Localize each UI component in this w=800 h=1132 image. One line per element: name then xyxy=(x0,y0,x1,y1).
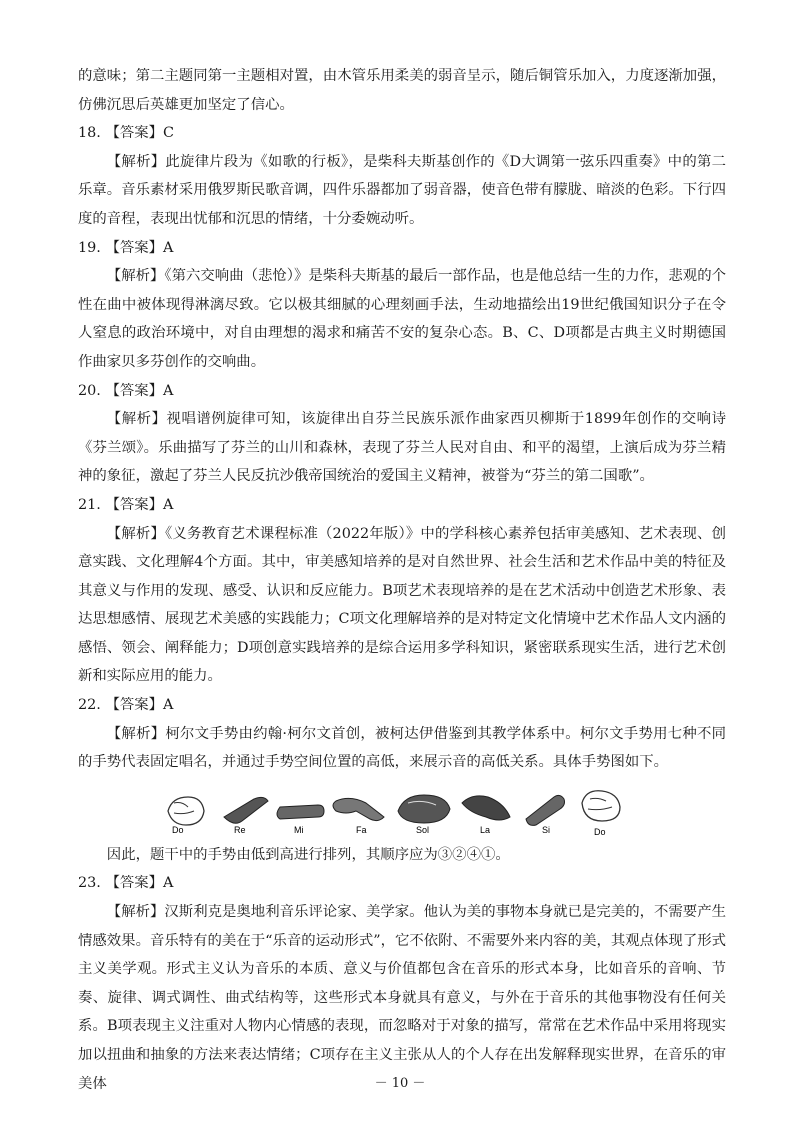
answer-22: 22. 【答案】A xyxy=(78,697,174,714)
answer-21: 21. 【答案】A xyxy=(78,496,174,513)
hand-sign-do-high xyxy=(582,791,620,837)
paragraph-continuation: 的意味；第二主题同第一主题相对置，由木管乐用柔美的弱音呈示，随后铜管乐加入，力度逐渐加强，仿佛沉思后英雄更加坚定了信心。 xyxy=(78,68,726,113)
hand-sign-si xyxy=(526,795,565,835)
hand-sign-label: La xyxy=(480,824,491,835)
answer-23: 23. 【答案】A xyxy=(78,875,174,892)
hand-sign-label: Fa xyxy=(356,824,367,835)
curwen-hand-signs-figure xyxy=(78,781,726,839)
answer-18: 18. 【答案】C xyxy=(78,125,175,142)
page-number: － 10 － xyxy=(374,1076,426,1091)
hand-sign-label: Do xyxy=(594,826,606,837)
hand-sign-label: Si xyxy=(542,824,551,835)
explanation-23: 【解析】汉斯利克是奥地利音乐评论家、美学家。他认为美的事物本身就已是完美的，不需要产生情感效果。音乐特有的美在于“乐音的运动形式”，它不依附、不需要外来内容的美，其观点体现了形式主义美学观。形式主义认为音乐的本质、意义与价值都包含在音乐的形式本身，比如音乐的音响、节奏、旋律、调式调性、曲式结构等，这些形式本身就具有意义，与外在于音乐的其他事物没有任何关系。B项表现主义注重对人物内心情感的表现，而忽略对于对象的描写，常常在艺术作品中采用将现实加以扭曲和抽象的方法来表达情绪；C项存在主义主张从人的个人存在出发解释现实世界，在音乐的审美体 xyxy=(78,904,726,1092)
hand-sign-label: Mi xyxy=(294,824,304,835)
hand-sign-la xyxy=(462,796,510,835)
hand-sign-mi xyxy=(277,805,324,835)
explanation-19: 【解析】《第六交响曲（悲怆）》是柴科夫斯基的最后一部作品，也是他总结一生的力作，悲观的个性在曲中被体现得淋漓尽致。它以极其细腻的心理刻画手法，生动地描绘出19世纪俄国知识分子在令人窒息的政治环境中，对自由理想的渴求和痛苦不安的复杂心态。B、C、D项都是古典主义时期德国作曲家贝多芬创作的交响曲。 xyxy=(78,268,726,370)
explanation-22: 【解析】柯尔文手势由约翰·柯尔文首创，被柯达伊借鉴到其教学体系中。柯尔文手势用七种不同的手势代表固定唱名，并通过手势空间位置的高低，来展示音的高低关系。具体手势图如下。 xyxy=(78,725,726,771)
hand-sign-do-low xyxy=(168,797,204,835)
hand-sign-label: Sol xyxy=(416,824,430,835)
hand-sign-label: Do xyxy=(172,824,184,835)
hand-sign-fa xyxy=(333,798,384,835)
hand-sign-label: Re xyxy=(234,824,246,835)
explanation-20: 【解析】视唱谱例旋律可知，该旋律出自芬兰民族乐派作曲家西贝柳斯于1899年创作的交响诗《芬兰颂》。乐曲描写了芬兰的山川和森林，表现了芬兰人民对自由、和平的渴望，上演后成为芬兰精神的象征，激起了芬兰人民反抗沙俄帝国统治的爱国主义精神，被誉为“芬兰的第二国歌”。 xyxy=(78,411,726,485)
page-content xyxy=(78,62,726,1098)
conclusion-22: 因此，题干中的手势由低到高进行排列，其顺序应为③②④①。 xyxy=(106,846,510,863)
hand-sign-re xyxy=(224,797,268,835)
explanation-18: 【解析】此旋律片段为《如歌的行板》，是柴科夫斯基创作的《D大调第一弦乐四重奏》中的第二乐章。音乐素材采用俄罗斯民歌音调，四件乐器都加了弱音器，使音色带有朦胧、暗淡的色彩。下行四度的音程，表现出忧郁和沉思的情绪，十分委婉动听。 xyxy=(78,153,726,227)
explanation-21: 【解析】《义务教育艺术课程标准（2022年版）》中的学科核心素养包括审美感知、艺术表现、创意实践、文化理解4个方面。其中，审美感知培养的是对自然世界、社会生活和艺术作品中美的特征及其意义与作用的发现、感受、认识和反应能力。B项艺术表现培养的是在艺术活动中创造艺术形象、表达思想感情、展现艺术美感的实践能力；C项文化理解培养的是对特定文化情境中艺术作品人文内涵的感悟、领会、阐释能力；D项创意实践培养的是综合运用多学科知识，紧密联系现实生活，进行艺术创新和实际应用的能力。 xyxy=(78,525,726,685)
hand-signs-svg xyxy=(162,781,642,837)
answer-19: 19. 【答案】A xyxy=(78,239,174,256)
hand-sign-sol xyxy=(398,795,450,835)
answer-20: 20. 【答案】A xyxy=(78,382,174,399)
